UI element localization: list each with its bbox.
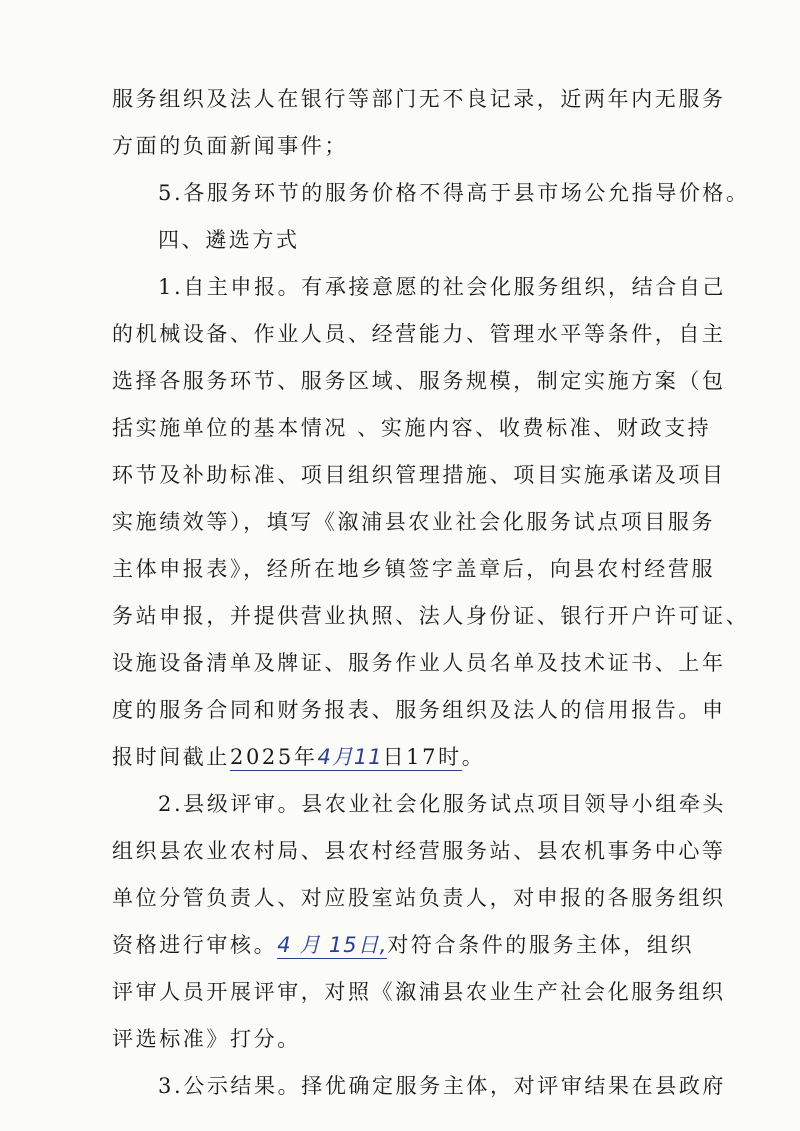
text-line: 务站申报，并提供营业执照、法人身份证、银行开户许可证、: [112, 604, 750, 628]
handwritten-month-char: 月: [331, 745, 354, 769]
text-line: 1.自主申报。有承接意愿的社会化服务组织，结合自己: [158, 275, 727, 299]
review-line: [112, 930, 712, 960]
deadline-date: [230, 745, 462, 771]
deadline-line: [112, 742, 712, 772]
section-heading: 四、遴选方式: [158, 228, 300, 252]
deadline-prefix: 报时间截止: [112, 745, 230, 769]
handwritten-month: 4: [317, 745, 332, 769]
handwritten-day: 11: [353, 745, 383, 769]
text-line: 评选标准》打分。: [112, 1027, 301, 1051]
text-line: 设施设备清单及牌证、服务作业人员名单及技术证书、上年: [112, 651, 726, 675]
text-line: 的机械设备、作业人员、经营能力、管理水平等条件，自主: [112, 322, 726, 346]
text-line: 5.各服务环节的服务价格不得高于县市场公允指导价格。: [158, 181, 750, 205]
text-line: 单位分管负责人、对应股室站负责人，对申报的各服务组织: [112, 886, 726, 910]
text-line: 服务组织及法人在银行等部门无不良记录，近两年内无服务: [112, 87, 726, 111]
deadline-day-char: 日: [382, 745, 407, 769]
handwritten-review-date: 4 月 15日,: [277, 933, 388, 957]
deadline-time: 17时: [406, 745, 462, 769]
text-line: 度的服务合同和财务报表、服务组织及法人的信用报告。申: [112, 698, 726, 722]
text-line: 方面的负面新闻事件；: [112, 134, 348, 158]
review-prefix: 资格进行审核。: [112, 933, 278, 957]
text-line: 实施绩效等），填写《溆浦县农业社会化服务试点项目服务: [112, 510, 716, 534]
text-line: 环节及补助标准、项目组织管理措施、项目实施承诺及项目: [112, 463, 726, 487]
text-line: 评审人员开展评审，对照《溆浦县农业生产社会化服务组织: [112, 980, 726, 1004]
review-suffix: 对符合条件的服务主体，组织: [387, 933, 695, 957]
text-line: 括实施单位的基本情况 、实施内容、收费标准、财政支持: [112, 416, 712, 440]
deadline-end: 。: [461, 745, 486, 769]
text-line: 组织县农业农村局、县农村经营服务站、县农机事务中心等: [112, 839, 726, 863]
text-line: 选择各服务环节、服务区域、服务规模，制定实施方案（包: [112, 369, 726, 393]
text-line: 3.公示结果。择优确定服务主体，对评审结果在县政府: [158, 1074, 727, 1098]
text-line: 2.县级评审。县农业社会化服务试点项目领导小组牵头: [158, 792, 727, 816]
deadline-year: 2025年: [230, 745, 318, 769]
text-line: 主体申报表》，经所在地乡镇签字盖章后，向县农村经营服: [112, 557, 716, 581]
